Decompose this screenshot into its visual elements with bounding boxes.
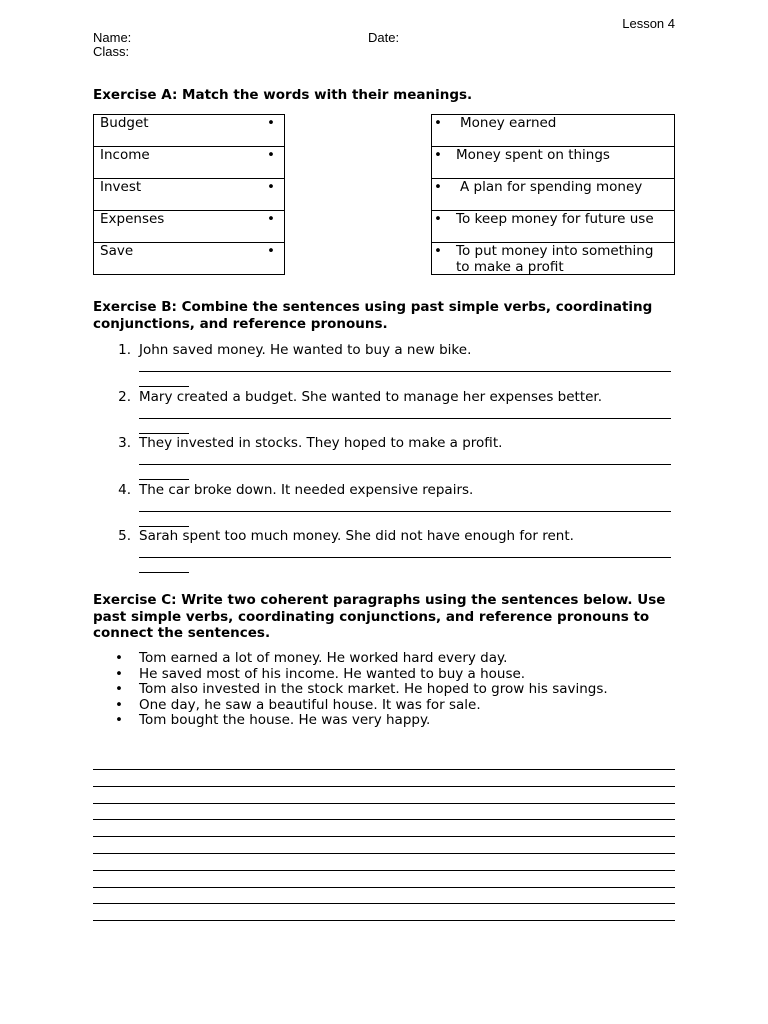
item-number: 5. [118, 528, 131, 544]
writing-line[interactable] [93, 870, 675, 871]
answer-line-continuation[interactable] [139, 386, 189, 387]
meaning-item: Money spent on things [456, 147, 610, 163]
writing-line[interactable] [93, 853, 675, 854]
item-number: 3. [118, 435, 131, 451]
answer-line[interactable] [139, 418, 671, 419]
answer-line[interactable] [139, 371, 671, 372]
match-dot: • [267, 211, 275, 227]
meaning-item: To put money into something to make a profit [456, 243, 654, 275]
match-dot: • [267, 115, 275, 131]
word-item: Save [100, 243, 134, 259]
item-number: 2. [118, 388, 131, 405]
list-item [93, 667, 678, 683]
writing-line[interactable] [93, 836, 675, 837]
list-item [93, 528, 678, 575]
name-label: Name: [93, 30, 132, 45]
answer-line-continuation[interactable] [139, 479, 189, 480]
bullet-icon: • [115, 681, 123, 697]
match-dot: • [434, 211, 442, 227]
exercise-b-title: Exercise B: Combine the sentences using past simple verbs, coordinating conjunctions, and reference pronouns. [93, 299, 653, 332]
item-text: He saved most of his income. He wanted to buy a house. [139, 665, 526, 682]
writing-line[interactable] [93, 786, 675, 787]
list-item [93, 482, 678, 529]
item-text: Tom bought the house. He was very happy. [139, 712, 431, 728]
bullet-icon: • [115, 712, 123, 728]
answer-line[interactable] [139, 511, 671, 512]
exercise-a-title: Exercise A: Match the words with their meanings. [93, 87, 473, 103]
item-text: Tom also invested in the stock market. He hoped to grow his savings. [139, 681, 608, 697]
item-number: 1. [118, 342, 131, 358]
list-item [93, 651, 678, 667]
exercise-c-title: Exercise C: Write two coherent paragraphs using the sentences below. Use past simple verbs, coordinating conjunctions, and reference pronouns to connect the sentences. [93, 592, 666, 641]
list-item [93, 682, 678, 698]
answer-line[interactable] [139, 464, 671, 465]
answer-line-continuation[interactable] [139, 526, 189, 527]
meaning-item: A plan for spending money [460, 179, 643, 195]
lesson-label: Lesson 4 [622, 16, 675, 31]
meanings-table [431, 114, 675, 275]
date-label: Date: [368, 30, 400, 45]
word-item: Income [100, 147, 150, 163]
writing-line[interactable] [93, 819, 675, 820]
list-item [93, 713, 678, 729]
item-text: Sarah spent too much money. She did not have enough for rent. [139, 528, 574, 544]
match-dot: • [267, 179, 275, 195]
word-item: Budget [100, 115, 149, 131]
meaning-item: To keep money for future use [456, 211, 654, 227]
exercise-b-list [93, 342, 678, 575]
exercise-c-list [93, 651, 678, 729]
writing-line[interactable] [93, 887, 675, 888]
bullet-icon: • [115, 650, 123, 666]
bullet-icon: • [115, 665, 123, 682]
item-text: The car broke down. It needed expensive repairs. [139, 481, 474, 498]
match-dot: • [434, 179, 442, 195]
answer-line[interactable] [139, 557, 671, 558]
answer-line-continuation[interactable] [139, 433, 189, 434]
match-dot: • [267, 243, 275, 259]
item-text: One day, he saw a beautiful house. It was for sale. [139, 696, 481, 713]
meaning-item: Money earned [460, 115, 557, 131]
writing-line[interactable] [93, 769, 675, 770]
item-text: Mary created a budget. She wanted to manage her expenses better. [139, 388, 603, 405]
match-dot: • [267, 147, 275, 163]
writing-line[interactable] [93, 920, 675, 921]
match-dot: • [434, 243, 442, 259]
match-dot: • [434, 115, 442, 131]
list-item [93, 342, 678, 389]
list-item [93, 389, 678, 436]
word-item: Invest [100, 179, 142, 195]
match-dot: • [434, 147, 442, 163]
list-item [93, 435, 678, 482]
list-item [93, 698, 678, 714]
word-item: Expenses [100, 211, 165, 227]
writing-line[interactable] [93, 803, 675, 804]
item-text: John saved money. He wanted to buy a new bike. [139, 342, 472, 358]
writing-line[interactable] [93, 903, 675, 904]
item-text: Tom earned a lot of money. He worked hard every day. [139, 650, 508, 666]
answer-line-continuation[interactable] [139, 572, 189, 573]
bullet-icon: • [115, 696, 123, 713]
item-text: They invested in stocks. They hoped to make a profit. [139, 435, 503, 451]
item-number: 4. [118, 481, 131, 498]
class-label: Class: [93, 44, 130, 59]
words-table [93, 114, 285, 275]
